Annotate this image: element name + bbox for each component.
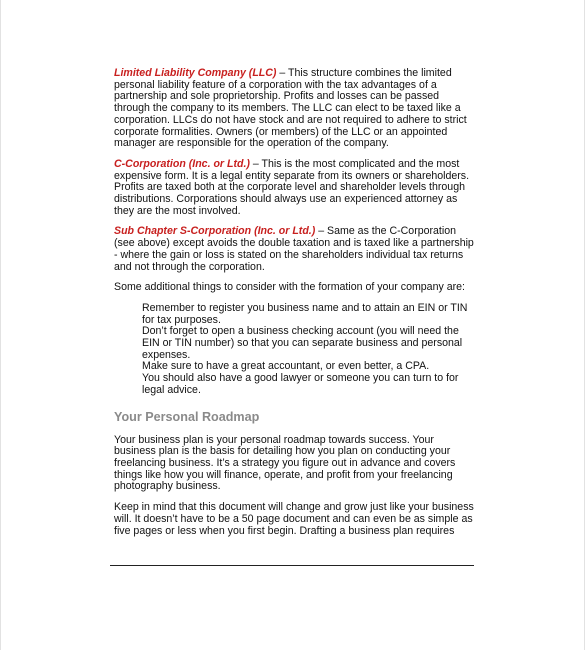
- c-corporation-paragraph: [114, 159, 474, 218]
- list-item: Make sure to have a great accountant, or even better, a CPA.: [142, 360, 430, 373]
- c-corporation-description: – This is the most complicated and the most expensive form. It is a legal entity separate from its owners or shareholders. Profits are taxed both at the corporate level and shareholder levels through distributions. Corporations should always use an experienced attorney as they are the most involved.: [114, 157, 470, 217]
- page-content: [114, 68, 474, 546]
- footer-divider: [110, 565, 474, 566]
- considerations-intro: Some additional things to consider with the formation of your company are:: [114, 281, 465, 294]
- s-corporation-paragraph: [114, 226, 474, 273]
- c-corporation-term: C-Corporation (Inc. or Ltd.): [114, 157, 250, 170]
- roadmap-paragraph-2: Keep in mind that this document will change and grow just like your business will. It doesn’t have to be a 50 page document and can even be as simple as five pages or less when you first begin. Drafting a business plan requires: [114, 501, 474, 537]
- s-corporation-description: – Same as the C-Corporation (see above) except avoids the double taxation and is taxed like a partnership - where the gain or loss is stated on the shareholders individual tax returns and not through the corporation.: [114, 225, 474, 273]
- considerations-list: [114, 303, 474, 397]
- llc-paragraph: [114, 68, 474, 150]
- roadmap-heading: Your Personal Roadmap: [114, 409, 260, 424]
- list-item: You should also have a good lawyer or someone you can turn to for legal advice.: [142, 372, 459, 396]
- llc-description: – This structure combines the limited personal liability feature of a corporation with the tax advantages of a partnership and sole proprietorship. Profits and losses can be passed through the company to its members. The LLC can elect to be taxed like a corporation. LLCs do not have stock and are not required to adhere to strict corporate formalities. Owners (or members) of the LLC or an appointed manager are responsible for the operation of the company.: [114, 67, 467, 150]
- llc-term: Limited Liability Company (LLC): [114, 67, 277, 79]
- list-item: Don’t forget to open a business checking account (you will need the EIN or TIN number) so that you can separate business and personal expenses.: [142, 325, 463, 361]
- roadmap-paragraph-1: Your business plan is your personal roadmap towards success. Your business plan is the basis for detailing how you plan on conducting your freelancing business. It’s a strategy you figure out in advance and covers things like how you will finance, operate, and profit from your freelancing photography business.: [114, 433, 456, 493]
- list-item: Remember to register you business name and to attain an EIN or TIN for tax purposes.: [142, 301, 468, 326]
- s-corporation-term: Sub Chapter S-Corporation (Inc. or Ltd.): [114, 225, 316, 238]
